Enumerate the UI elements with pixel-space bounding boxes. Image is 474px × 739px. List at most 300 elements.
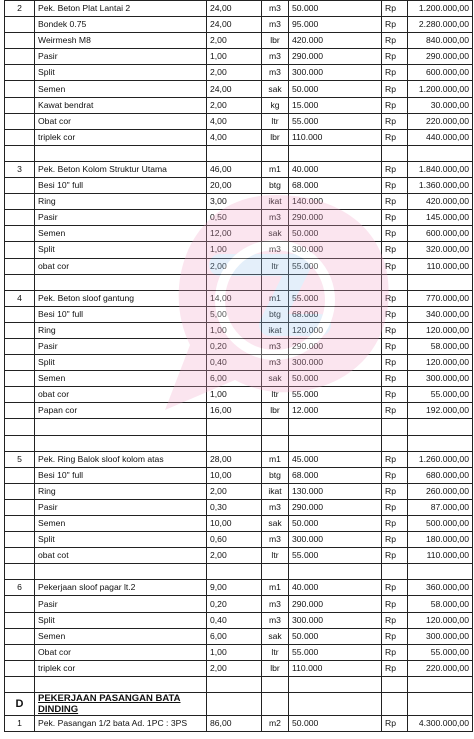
item-description: Pasir	[35, 210, 207, 226]
item-description: Pek. Beton Kolom Struktur Utama	[35, 161, 207, 177]
empty-cell	[207, 274, 262, 290]
table-row	[5, 532, 473, 548]
item-volume: 0,40	[207, 612, 262, 628]
item-volume: 3,00	[207, 194, 262, 210]
item-no	[5, 660, 35, 676]
item-currency: Rp	[382, 194, 408, 210]
table-row	[5, 1, 473, 17]
item-total: 58.000,00	[408, 338, 473, 354]
item-total: 192.000,00	[408, 403, 473, 419]
item-currency: Rp	[382, 322, 408, 338]
empty-cell	[382, 693, 408, 716]
table-row	[5, 716, 473, 732]
table-row	[5, 467, 473, 483]
item-volume: 0,50	[207, 210, 262, 226]
table-row	[5, 210, 473, 226]
item-volume: 24,00	[207, 1, 262, 17]
item-no	[5, 387, 35, 403]
item-total: 87.000,00	[408, 499, 473, 515]
empty-cell	[408, 693, 473, 716]
table-row	[5, 242, 473, 258]
item-currency: Rp	[382, 290, 408, 306]
item-currency: Rp	[382, 532, 408, 548]
item-currency: Rp	[382, 612, 408, 628]
item-unit: sak	[262, 516, 289, 532]
item-unit-price: 120.000	[289, 322, 382, 338]
empty-cell	[289, 693, 382, 716]
empty-cell	[382, 419, 408, 435]
item-unit: m2	[262, 716, 289, 732]
item-volume: 0,30	[207, 499, 262, 515]
item-no	[5, 467, 35, 483]
item-unit: m1	[262, 451, 289, 467]
empty-cell	[5, 145, 35, 161]
item-description: Pasir	[35, 596, 207, 612]
empty-cell	[382, 564, 408, 580]
item-total: 145.000,00	[408, 210, 473, 226]
item-unit: m3	[262, 210, 289, 226]
item-description: Split	[35, 532, 207, 548]
empty-cell	[262, 693, 289, 716]
item-total: 420.000,00	[408, 194, 473, 210]
item-currency: Rp	[382, 17, 408, 33]
empty-cell	[408, 564, 473, 580]
section-letter: D	[5, 693, 35, 716]
item-unit: lbr	[262, 33, 289, 49]
item-unit-price: 50.000	[289, 371, 382, 387]
item-unit-price: 95.000	[289, 17, 382, 33]
item-description: Pek. Beton sloof gantung	[35, 290, 207, 306]
item-total: 110.000,00	[408, 548, 473, 564]
item-unit-price: 45.000	[289, 451, 382, 467]
item-volume: 2,00	[207, 483, 262, 499]
item-currency: Rp	[382, 258, 408, 274]
item-total: 120.000,00	[408, 355, 473, 371]
table-row	[5, 371, 473, 387]
item-description: Ring	[35, 322, 207, 338]
item-unit-price: 55.000	[289, 387, 382, 403]
item-unit-price: 140.000	[289, 194, 382, 210]
item-unit-price: 290.000	[289, 338, 382, 354]
empty-cell	[35, 564, 207, 580]
item-unit-price: 130.000	[289, 483, 382, 499]
item-no	[5, 371, 35, 387]
table-row	[5, 403, 473, 419]
item-currency: Rp	[382, 242, 408, 258]
item-total: 1.840.000,00	[408, 161, 473, 177]
item-total: 320.000,00	[408, 242, 473, 258]
item-no	[5, 548, 35, 564]
item-description: Split	[35, 65, 207, 81]
item-description: Pek. Ring Balok sloof kolom atas	[35, 451, 207, 467]
item-unit: ltr	[262, 113, 289, 129]
item-no	[5, 644, 35, 660]
item-volume: 2,00	[207, 660, 262, 676]
item-currency: Rp	[382, 451, 408, 467]
item-currency: Rp	[382, 306, 408, 322]
item-unit-price: 55.000	[289, 644, 382, 660]
table-row	[5, 113, 473, 129]
table-row	[5, 161, 473, 177]
item-unit: m1	[262, 161, 289, 177]
table-row	[5, 65, 473, 81]
item-unit-price: 40.000	[289, 580, 382, 596]
item-currency: Rp	[382, 65, 408, 81]
item-total: 290.000,00	[408, 49, 473, 65]
item-volume: 2,00	[207, 258, 262, 274]
item-total: 300.000,00	[408, 628, 473, 644]
item-currency: Rp	[382, 33, 408, 49]
item-volume: 9,00	[207, 580, 262, 596]
table-row	[5, 483, 473, 499]
item-volume: 12,00	[207, 226, 262, 242]
item-volume: 10,00	[207, 516, 262, 532]
item-unit-price: 110.000	[289, 129, 382, 145]
item-description: Bondek 0.75	[35, 17, 207, 33]
empty-cell	[207, 693, 262, 716]
item-volume: 1,00	[207, 242, 262, 258]
empty-cell	[207, 419, 262, 435]
table-row	[5, 580, 473, 596]
table-row	[5, 548, 473, 564]
item-currency: Rp	[382, 1, 408, 17]
item-no	[5, 258, 35, 274]
item-no: 6	[5, 580, 35, 596]
item-unit: m3	[262, 532, 289, 548]
empty-cell	[262, 274, 289, 290]
empty-cell	[5, 564, 35, 580]
item-total: 840.000,00	[408, 33, 473, 49]
item-unit-price: 300.000	[289, 355, 382, 371]
item-volume: 20,00	[207, 178, 262, 194]
item-volume: 2,00	[207, 33, 262, 49]
item-currency: Rp	[382, 483, 408, 499]
item-unit-price: 55.000	[289, 290, 382, 306]
item-description: obat cor	[35, 387, 207, 403]
item-unit: ikat	[262, 194, 289, 210]
item-total: 2.280.000,00	[408, 17, 473, 33]
item-unit: btg	[262, 306, 289, 322]
item-no: 2	[5, 1, 35, 17]
empty-cell	[207, 435, 262, 451]
table-row	[5, 226, 473, 242]
item-unit: m3	[262, 338, 289, 354]
table-row	[5, 129, 473, 145]
item-unit-price: 300.000	[289, 612, 382, 628]
item-unit: kg	[262, 97, 289, 113]
empty-cell	[5, 676, 35, 692]
table-row	[5, 49, 473, 65]
table-row	[5, 596, 473, 612]
item-description: Pasir	[35, 499, 207, 515]
item-unit: m3	[262, 65, 289, 81]
item-unit-price: 55.000	[289, 113, 382, 129]
item-total: 55.000,00	[408, 387, 473, 403]
empty-cell	[382, 145, 408, 161]
item-unit: m3	[262, 49, 289, 65]
item-currency: Rp	[382, 49, 408, 65]
item-unit-price: 290.000	[289, 596, 382, 612]
item-currency: Rp	[382, 716, 408, 732]
item-volume: 10,00	[207, 467, 262, 483]
table-row	[5, 17, 473, 33]
item-total: 770.000,00	[408, 290, 473, 306]
empty-cell	[408, 145, 473, 161]
item-unit: ikat	[262, 483, 289, 499]
item-description: Ring	[35, 483, 207, 499]
item-volume: 86,00	[207, 716, 262, 732]
item-volume: 5,00	[207, 306, 262, 322]
item-no	[5, 81, 35, 97]
empty-cell	[262, 435, 289, 451]
section-title: PEKERJAAN PASANGAN BATA DINDING	[35, 693, 207, 716]
empty-cell	[382, 274, 408, 290]
item-volume: 4,00	[207, 129, 262, 145]
item-total: 58.000,00	[408, 596, 473, 612]
item-description: Semen	[35, 371, 207, 387]
item-total: 440.000,00	[408, 129, 473, 145]
item-no	[5, 97, 35, 113]
item-currency: Rp	[382, 371, 408, 387]
item-no	[5, 306, 35, 322]
item-no	[5, 483, 35, 499]
rab-table	[4, 0, 473, 732]
item-currency: Rp	[382, 178, 408, 194]
empty-cell	[408, 676, 473, 692]
item-unit-price: 290.000	[289, 49, 382, 65]
empty-cell	[289, 419, 382, 435]
item-no	[5, 49, 35, 65]
empty-cell	[35, 676, 207, 692]
empty-cell	[35, 274, 207, 290]
item-unit-price: 300.000	[289, 65, 382, 81]
item-total: 220.000,00	[408, 113, 473, 129]
empty-cell	[289, 676, 382, 692]
item-unit-price: 300.000	[289, 532, 382, 548]
table-row	[5, 306, 473, 322]
item-unit: m3	[262, 1, 289, 17]
item-no: 5	[5, 451, 35, 467]
item-unit-price: 40.000	[289, 161, 382, 177]
item-total: 260.000,00	[408, 483, 473, 499]
item-unit: lbr	[262, 129, 289, 145]
item-unit: m3	[262, 242, 289, 258]
table-row	[5, 612, 473, 628]
table-row	[5, 355, 473, 371]
item-unit-price: 68.000	[289, 467, 382, 483]
item-description: Split	[35, 355, 207, 371]
empty-cell	[382, 435, 408, 451]
item-currency: Rp	[382, 129, 408, 145]
item-currency: Rp	[382, 338, 408, 354]
item-unit-price: 15.000	[289, 97, 382, 113]
empty-cell	[5, 419, 35, 435]
table-row	[5, 178, 473, 194]
table-row	[5, 290, 473, 306]
item-currency: Rp	[382, 660, 408, 676]
item-no	[5, 65, 35, 81]
item-unit: lbr	[262, 660, 289, 676]
item-total: 120.000,00	[408, 322, 473, 338]
item-volume: 6,00	[207, 371, 262, 387]
item-description: Semen	[35, 628, 207, 644]
item-unit: ltr	[262, 644, 289, 660]
item-volume: 1,00	[207, 49, 262, 65]
item-volume: 0,60	[207, 532, 262, 548]
item-volume: 46,00	[207, 161, 262, 177]
item-no	[5, 33, 35, 49]
item-description: Besi 10" full	[35, 178, 207, 194]
item-unit-price: 68.000	[289, 178, 382, 194]
item-total: 120.000,00	[408, 612, 473, 628]
empty-cell	[207, 145, 262, 161]
empty-cell	[408, 435, 473, 451]
item-unit: m3	[262, 612, 289, 628]
table-row	[5, 644, 473, 660]
item-volume: 2,00	[207, 65, 262, 81]
item-no	[5, 322, 35, 338]
item-no	[5, 532, 35, 548]
empty-cell	[262, 145, 289, 161]
item-unit-price: 50.000	[289, 628, 382, 644]
item-currency: Rp	[382, 226, 408, 242]
item-unit-price: 290.000	[289, 499, 382, 515]
item-total: 600.000,00	[408, 226, 473, 242]
item-no	[5, 628, 35, 644]
item-unit-price: 12.000	[289, 403, 382, 419]
item-unit-price: 50.000	[289, 516, 382, 532]
empty-cell	[408, 274, 473, 290]
item-volume: 4,00	[207, 113, 262, 129]
item-description: Semen	[35, 226, 207, 242]
item-volume: 0,20	[207, 596, 262, 612]
item-unit-price: 420.000	[289, 33, 382, 49]
item-volume: 24,00	[207, 81, 262, 97]
item-unit: ltr	[262, 387, 289, 403]
item-unit-price: 50.000	[289, 1, 382, 17]
item-no	[5, 129, 35, 145]
item-unit: m1	[262, 580, 289, 596]
item-description: Semen	[35, 81, 207, 97]
blank-row	[5, 274, 473, 290]
empty-cell	[289, 274, 382, 290]
item-currency: Rp	[382, 387, 408, 403]
item-total: 30.000,00	[408, 97, 473, 113]
item-currency: Rp	[382, 516, 408, 532]
item-no	[5, 17, 35, 33]
table-row	[5, 387, 473, 403]
rab-sheet	[4, 0, 472, 732]
table-row	[5, 33, 473, 49]
item-unit-price: 50.000	[289, 81, 382, 97]
item-unit: sak	[262, 226, 289, 242]
item-unit: btg	[262, 178, 289, 194]
item-description: Besi 10" full	[35, 467, 207, 483]
empty-cell	[35, 145, 207, 161]
item-total: 1.260.000,00	[408, 451, 473, 467]
item-unit-price: 50.000	[289, 716, 382, 732]
item-currency: Rp	[382, 628, 408, 644]
item-description: obat cor	[35, 258, 207, 274]
item-description: Besi 10" full	[35, 306, 207, 322]
item-volume: 0,40	[207, 355, 262, 371]
item-unit: m3	[262, 355, 289, 371]
item-currency: Rp	[382, 596, 408, 612]
item-no: 4	[5, 290, 35, 306]
item-volume: 1,00	[207, 644, 262, 660]
table-row	[5, 499, 473, 515]
blank-row	[5, 145, 473, 161]
item-volume: 28,00	[207, 451, 262, 467]
item-total: 180.000,00	[408, 532, 473, 548]
item-unit-price: 55.000	[289, 548, 382, 564]
item-volume: 24,00	[207, 17, 262, 33]
item-no	[5, 338, 35, 354]
item-no	[5, 226, 35, 242]
item-no	[5, 596, 35, 612]
table-row	[5, 81, 473, 97]
item-currency: Rp	[382, 644, 408, 660]
empty-cell	[262, 419, 289, 435]
item-currency: Rp	[382, 548, 408, 564]
item-total: 300.000,00	[408, 371, 473, 387]
item-no	[5, 113, 35, 129]
table-row	[5, 628, 473, 644]
item-no	[5, 355, 35, 371]
item-total: 340.000,00	[408, 306, 473, 322]
item-unit: ltr	[262, 258, 289, 274]
item-description: Obat cor	[35, 644, 207, 660]
item-total: 220.000,00	[408, 660, 473, 676]
item-description: Obat cor	[35, 113, 207, 129]
item-currency: Rp	[382, 467, 408, 483]
table-row	[5, 97, 473, 113]
empty-cell	[35, 419, 207, 435]
item-unit: ikat	[262, 322, 289, 338]
item-unit: m3	[262, 499, 289, 515]
item-no	[5, 210, 35, 226]
empty-cell	[289, 564, 382, 580]
blank-row	[5, 435, 473, 451]
item-description: Weirmesh M8	[35, 33, 207, 49]
item-description: Semen	[35, 516, 207, 532]
item-description: Pekerjaan sloof pagar lt.2	[35, 580, 207, 596]
item-unit: sak	[262, 81, 289, 97]
section-header-row	[5, 693, 473, 716]
item-description: triplek cor	[35, 129, 207, 145]
table-row	[5, 660, 473, 676]
empty-cell	[5, 435, 35, 451]
item-total: 55.000,00	[408, 644, 473, 660]
item-unit: sak	[262, 371, 289, 387]
item-unit-price: 50.000	[289, 226, 382, 242]
item-volume: 1,00	[207, 387, 262, 403]
item-total: 680.000,00	[408, 467, 473, 483]
table-row	[5, 322, 473, 338]
item-currency: Rp	[382, 355, 408, 371]
item-volume: 2,00	[207, 548, 262, 564]
item-currency: Rp	[382, 97, 408, 113]
empty-cell	[207, 676, 262, 692]
item-total: 500.000,00	[408, 516, 473, 532]
item-currency: Rp	[382, 210, 408, 226]
item-unit: m1	[262, 290, 289, 306]
item-no	[5, 242, 35, 258]
empty-cell	[207, 564, 262, 580]
item-unit: m3	[262, 17, 289, 33]
item-no	[5, 516, 35, 532]
item-total: 1.360.000,00	[408, 178, 473, 194]
